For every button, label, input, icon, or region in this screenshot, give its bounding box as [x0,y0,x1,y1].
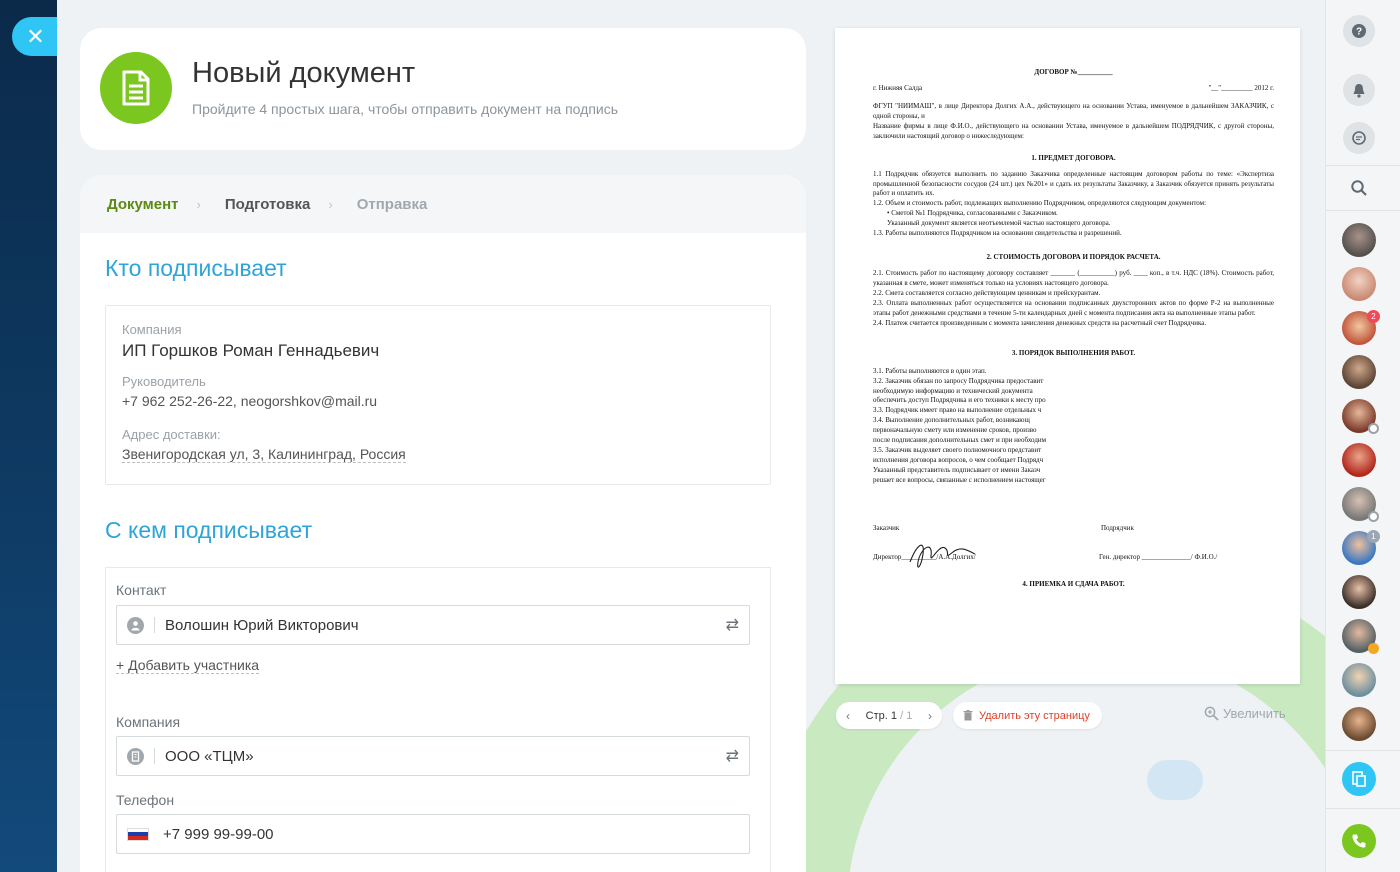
divider [1326,750,1400,751]
delete-page-label: Удалить эту страницу [979,709,1090,722]
doc-line: исполнения договора вопросов, о чем сообщает Подрядч [873,456,1044,465]
phone-label: Телефон [116,792,175,808]
avatar[interactable] [1342,355,1376,389]
doc-paragraph: 1.1 Подрядчик обязуется выполнить по заданию Заказчика определенные настоящим договором работы по теме: «Экспертиза промышленной безопасности сосудов (24 шт.) цех №201» и сдать их результаты Заказчику, а Заказчик обязуется принять результаты работ и оплатить их. [873,169,1274,198]
trash-icon [963,710,973,721]
next-page-icon[interactable]: › [927,708,932,723]
doc-paragraph: Указанный документ является неотъемлемой частью настоящего договора. [887,219,1111,228]
signer-company-name: ИП Горшков Роман Геннадьевич [122,341,380,360]
counterparty-card [105,567,771,872]
bell-icon[interactable] [1343,74,1375,106]
left-panel [0,0,57,872]
divider [1326,210,1400,211]
right-sidebar [1325,0,1400,872]
doc-line: необходимую информацию и технический документа [873,386,1033,395]
zoom-button[interactable] [1204,706,1286,721]
close-icon: ✕ [26,23,45,49]
doc-line: 3.4. Выполнение дополнительных работ, возникающ [873,416,1030,425]
doc-line: 3.3. Подрядчик имеет право на выполнение отдельных ч [873,406,1042,415]
doc-line: после подписания дополнительных смет и при необходим [873,436,1047,445]
person-icon [127,617,144,634]
status-icon [1368,511,1379,522]
doc-section-3-body [873,367,1085,486]
page-subtitle: Пройдите 4 простых шага, чтобы отправить документ на подпись [192,101,619,117]
divider [154,748,155,764]
doc-heading: ДОГОВОР №__________ [1034,68,1113,76]
phone-value: +7 999 99-99-00 [163,825,274,843]
page-navigator [836,702,942,729]
avatar[interactable] [1342,223,1376,257]
doc-bullet: • Сметой №1 Подрядчика, согласованными с Заказчиком. [887,209,1058,218]
director-contacts: +7 962 252-26-22, neogorshkov@mail.ru [122,393,378,409]
step-preparation[interactable]: Подготовка [224,195,311,213]
doc-paragraph: 1.3. Работы выполняются Подрядчиком на основании свидетельства и разрешений. [873,229,1122,238]
phone-field[interactable] [116,814,750,854]
cloud-decoration [1147,760,1203,800]
avatar[interactable] [1342,575,1376,609]
avatar[interactable] [1342,267,1376,301]
zoom-label: Увеличить [1223,706,1286,721]
address-label: Адрес доставки: [122,427,221,442]
doc-city: г. Нижняя Салда [873,83,923,92]
who-signs-title: Кто подписывает [105,255,287,281]
avatar[interactable] [1342,707,1376,741]
chevron-right-icon: › [328,196,333,212]
divider [1326,165,1400,166]
company-field[interactable] [116,736,750,776]
status-icon [1368,643,1379,654]
swap-icon[interactable]: ⇄ [725,617,739,634]
swap-icon[interactable]: ⇄ [725,748,739,765]
unread-badge: 2 [1367,310,1380,323]
doc-paragraph: 1.2. Объем и стоимость работ, подлежащих выполнению Подрядчиком, определяются следующим документом: [873,199,1207,208]
avatar[interactable] [1342,663,1376,697]
page-indicator: Стр. 1 / 1 [865,709,913,722]
help-icon[interactable] [1343,15,1375,47]
doc-paragraph: 2.2. Смета составляется согласно действующим ценникам и прейскурантам. [873,288,1101,297]
doc-intro-1: ФГУП "НИИМАШ", в лице Директора Долгих А.А., действующего на основании Устава, именуемое в дальнейшем ЗАКАЗЧИК, с одной стороны, и [873,101,1274,120]
prev-page-icon[interactable]: ‹ [846,708,850,723]
customer-label: Заказчик [873,523,900,532]
step-document[interactable]: Документ [107,195,179,213]
with-whom-title: С кем подписывает [105,517,313,543]
doc-paragraph: 2.4. Платеж считается произведенным с момента зачисления денежных средств на расчетный счет Подрядчика. [873,318,1207,327]
doc-intro-2: Название фирмы в лице Ф.И.О., действующего на основании Устава, именуемое в дальнейшем ПОДРЯДЧИК, с другой стороны, заключили настоящий договор о нижеследующем: [873,121,1274,140]
zoom-icon [1204,706,1219,721]
doc-paragraph: 2.1. Стоимость работ по настоящему договору составляет _______ (__________) руб. ____ коп., в т.ч. НДС (18%). Стоимость работ, указанная в смете, может изменяться только на условиях настоящего договора. [873,269,1274,287]
company-value: ООО «ТЦМ» [165,747,254,765]
header-card [80,28,806,150]
close-button[interactable] [12,17,59,56]
doc-line: первоначальную смету или изменение сроков, произво [873,426,1037,435]
customer-signature-line: Директор__________/А.А.Долгих/ [873,552,976,561]
contractor-signature-line: Ген. директор ______________/ Ф.И.О./ [1099,552,1218,561]
status-icon [1368,423,1379,434]
divider [154,617,155,633]
delivery-address[interactable]: Звенигородская ул, 3, Калининград, Россия [122,446,406,462]
unread-badge: 1 [1367,530,1380,543]
doc-section-4-title: 4. ПРИЕМКА И СДАЧА РАБОТ. [1022,579,1125,588]
russia-flag-icon[interactable] [127,828,149,841]
doc-section-2-title: 2. СТОИМОСТЬ ДОГОВОРА И ПОРЯДОК РАСЧЕТА. [986,253,1161,262]
avatar[interactable] [1342,443,1376,477]
chat-search-icon[interactable] [1343,122,1375,154]
doc-line: 3.1. Работы выполняются в один этап. [873,366,987,375]
doc-line: 3.5. Заказчик выделяет своего полномочного представит [873,446,1042,455]
doc-date: "__"_________ 2012 г. [1208,83,1274,92]
page-title: Новый документ [192,57,416,89]
doc-paragraph: 2.3. Оплата выполненных работ осуществляется на основании подписанных двухсторонних актов по форме Р-2 на выполненные этапы работ денежными средствами в течение 5-ти календарных дней с момента подписания акта на выполненные этапы работ. [873,298,1274,317]
doc-line: решает все вопросы, связанные с исполнением настоящег [873,475,1046,484]
search-icon[interactable] [1343,172,1375,204]
doc-line: обеспечить доступ Подрядчика и его техники к месту про [873,396,1046,405]
document-icon [100,52,172,124]
doc-section-3-title: 3. ПОРЯДОК ВЫПОЛНЕНИЯ РАБОТ. [1011,348,1136,357]
add-participant-link[interactable]: + Добавить участника [116,657,260,673]
contact-field[interactable] [116,605,750,645]
step-sending[interactable]: Отправка [356,195,428,213]
steps-breadcrumb [80,175,806,233]
phone-icon[interactable] [1342,824,1376,858]
chevron-right-icon: › [196,196,201,212]
contractor-label: Подрядчик [1101,523,1134,532]
building-icon [127,748,144,765]
documents-icon[interactable] [1342,762,1376,796]
doc-section-1-title: 1. ПРЕДМЕТ ДОГОВОРА. [1031,153,1116,162]
doc-line: 3.2. Заказчик обязан по запросу Подрядчика предоставит [873,376,1044,385]
contact-label: Контакт [116,582,167,598]
form-card [80,175,806,872]
director-label: Руководитель [122,374,206,389]
contact-value: Волошин Юрий Викторович [165,616,359,634]
document-preview [835,28,1300,684]
delete-page-button[interactable] [953,702,1102,729]
svg-text:?: ? [1355,26,1363,38]
signer-card [105,305,771,485]
handwritten-signature [905,534,980,574]
doc-line: Указанный представитель подписывает от имени Заказч [873,466,1041,474]
company-label: Компания [122,322,182,337]
divider [1326,808,1400,809]
company-label: Компания [116,714,181,730]
